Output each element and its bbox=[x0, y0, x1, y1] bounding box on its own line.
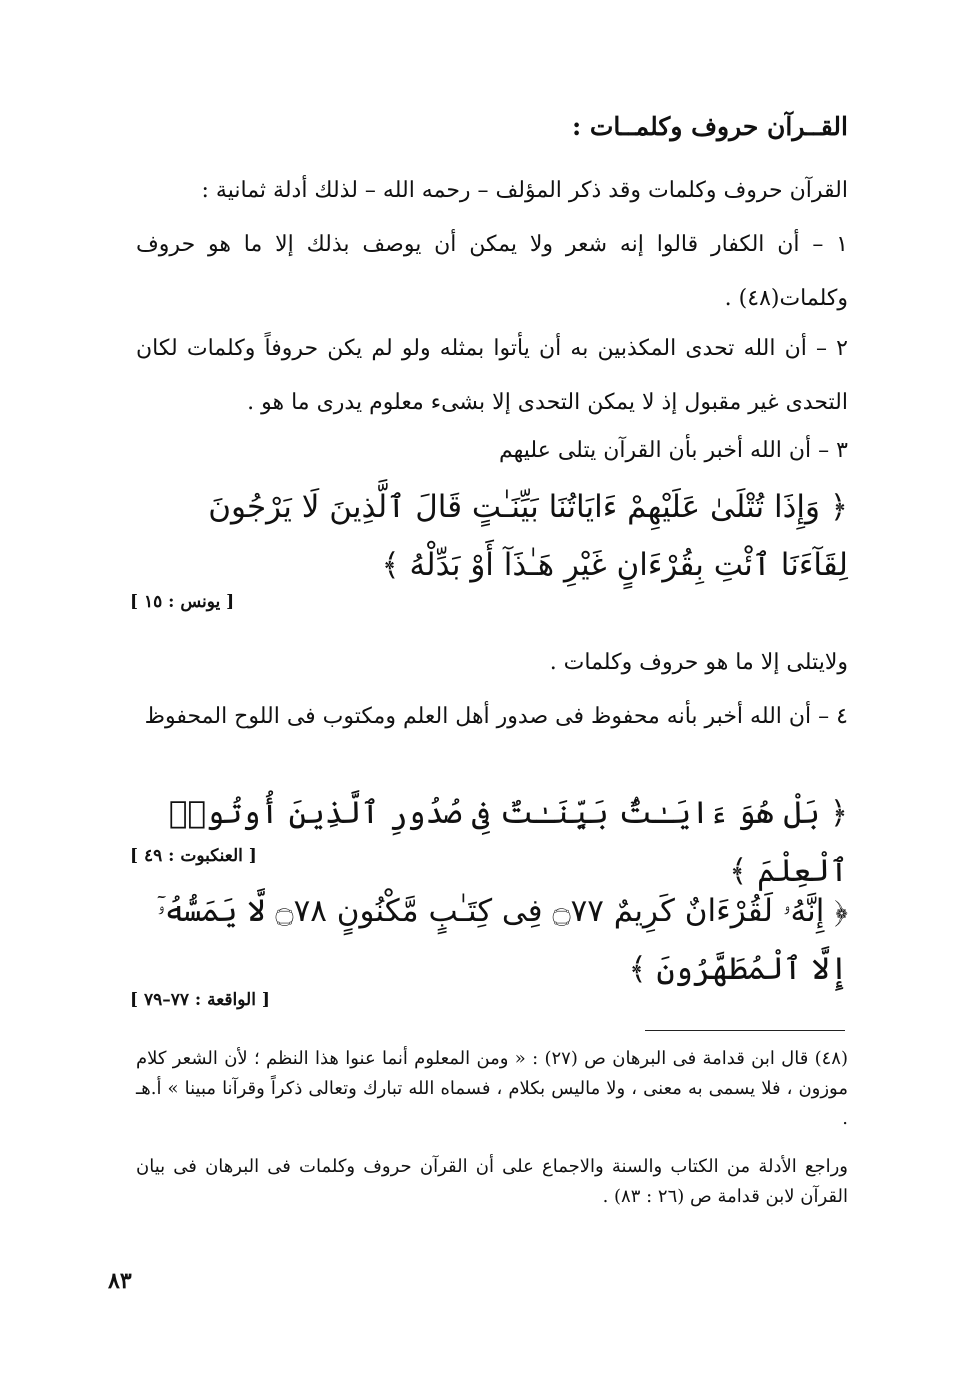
page-number: ٨٣ bbox=[108, 1268, 132, 1294]
point-4-paragraph: ٤ – أن الله أخبر بأنه محفوظ فى صدور أهل العلم ومكتوب فى اللوح المحفوظ bbox=[144, 704, 848, 729]
footnote-divider bbox=[645, 1030, 845, 1031]
point-3-paragraph: ٣ – أن الله أخبر بأن القرآن يتلى عليهم bbox=[499, 438, 848, 463]
quran-verse-ankabut: ﴿ بَلْ هُوَ ءَايَـٰتٌۢ بَيِّنَـٰتٌ فِى صُدُورِ ٱلَّذِينَ أُوتُوا۟ ٱلْعِلْمَ ﴾ bbox=[168, 795, 848, 889]
footnote-reference: وراجع الأدلة من الكتاب والسنة والاجماع على أن القرآن حروف وكلمات فى البرهان فى بيان القرآن لابن قدامة ص (٢٦ : ٨٣) . bbox=[136, 1156, 848, 1207]
verse-reference-ankabut: [ العنكبوت : ٤٩ ] bbox=[130, 846, 257, 866]
point-2-paragraph: ٢ – أن الله تحدى المكذبين به أن يأتوا بمثله ولو لم يكن حروفاً وكلمات لكان التحدى غير مقبول إذ لا يمكن التحدى إلا بشىء معلوم يدرى ما هو . bbox=[136, 336, 848, 415]
after-point-3-paragraph: ولايتلى إلا ما هو حروف وكلمات . bbox=[549, 650, 848, 675]
quran-verse-waqiah: ﴿ إِنَّهُۥ لَقُرْءَانٌ كَرِيمٌ ۝٧٧ فِى كِتَـٰبٍ مَّكْنُونٍ ۝٧٨ لَّا يَمَسُّهُۥٓ إِلَّا ٱلْمُطَهَّرُونَ ﴾ bbox=[157, 893, 848, 987]
intro-paragraph: القرآن حروف وكلمات وقد ذكر المؤلف – رحمه الله – لذلك أدلة ثمانية : bbox=[201, 178, 848, 203]
verse-reference-yunus: [ يونس : ١٥ ] bbox=[130, 592, 235, 612]
footnote-48: (٤٨) قال ابن قدامة فى البرهان ص (٢٧) : « ومن المعلوم أنما عنوا هذا النظم ؛ لأن الشعر كلام موزون ، فلا يسمى به معنى ، ولا ماليس بكلام ، فسماه الله تبارك وتعالى ذكراً وقرآنا مبينا » أ.هـ . bbox=[136, 1048, 848, 1129]
verse-reference-waqiah: [ الواقعة : ٧٧–٧٩ ] bbox=[130, 990, 270, 1010]
section-heading: القــرآن حروف وكلمــات : bbox=[571, 112, 848, 141]
point-1-paragraph: ١ – أن الكفار قالوا إنه شعر ولا يمكن أن يوصف بذلك إلا ما هو حروف وكلمات(٤٨) . bbox=[136, 232, 848, 311]
quran-verse-yunus: ﴿ وَإِذَا تُتْلَىٰ عَلَيْهِمْ ءَايَاتُنَا بَيِّنَـٰتٍ قَالَ ٱلَّذِينَ لَا يَرْجُونَ لِقَآءَنَا ٱئْتِ بِقُرْءَانٍ غَيْرِ هَـٰذَآ أَوْ بَدِّلْهُ ﴾ bbox=[208, 489, 848, 583]
